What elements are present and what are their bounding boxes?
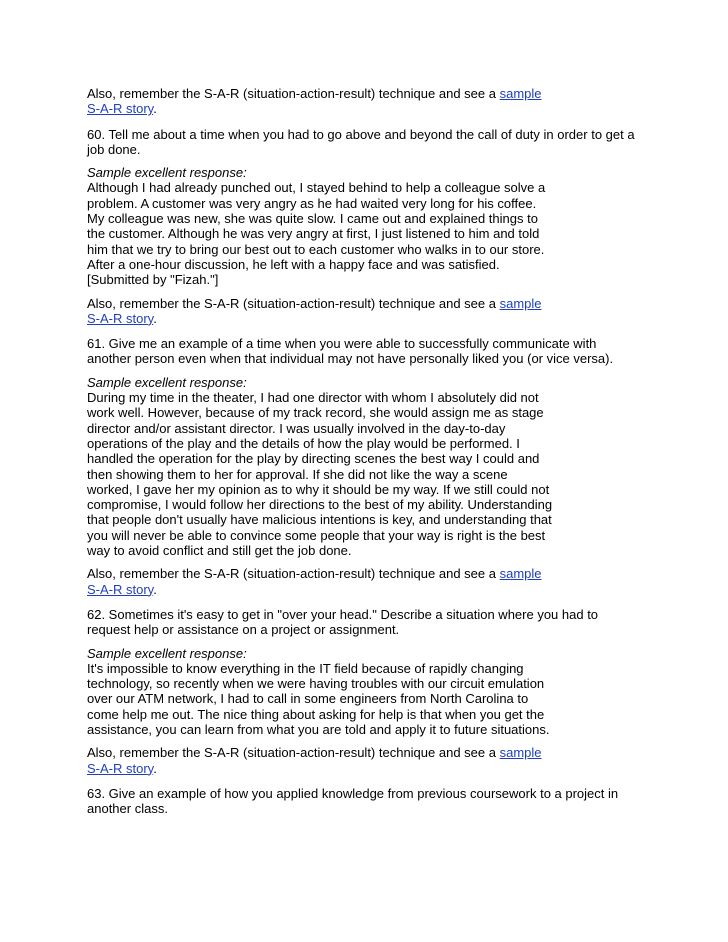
response-line: My colleague was new, she was quite slow. I came out and explained things to — [87, 211, 538, 227]
sar-tail: . — [153, 581, 157, 597]
response-line: problem. A customer was very angry as he had waited very long for his coffee. — [87, 195, 537, 211]
sar-tail: . — [153, 101, 157, 117]
response-line: compromise, I would follow her directions to the best of my ability. Understanding — [87, 497, 553, 513]
sar-story-link[interactable]: S-A-R story — [87, 101, 154, 117]
response-line: operations of the play and the details of how the play would be performed. I — [87, 435, 520, 451]
sar-reminder — [87, 86, 557, 117]
sar-text: Also, remember the S-A-R (situation-action-result) technique and see a — [87, 566, 500, 582]
question-text: 62. Sometimes it's easy to get in "over your head." Describe a situation where you had to — [87, 606, 599, 622]
sample-link[interactable]: sample — [499, 86, 542, 101]
response-label: Sample excellent response: — [87, 645, 247, 661]
response-line: [Submitted by "Fizah."] — [87, 272, 219, 288]
response-line: you will never be able to convince some people that your way is right is the best — [87, 527, 546, 543]
sample-response-61 — [87, 375, 557, 559]
sar-reminder — [87, 745, 557, 776]
sar-tail: . — [153, 760, 157, 776]
sample-response-62 — [87, 646, 557, 738]
question-text: another person even when that individual may not have personally liked you (or vice versa). — [87, 351, 614, 367]
response-line: him that we try to bring our best out to each customer who walks in to our store. — [87, 241, 545, 257]
response-line: then showing them to her for approval. If she did not like the way a scene — [87, 466, 508, 482]
sample-response-60 — [87, 165, 557, 287]
sar-text: Also, remember the S-A-R (situation-action-result) technique and see a — [87, 295, 500, 311]
response-line: worked, I gave her my opinion as to why it should be my way. If we still could not — [87, 481, 550, 497]
question-60 — [87, 127, 643, 158]
response-line: handled the operation for the play by directing scenes the best way I could and — [87, 451, 540, 467]
sar-text: Also, remember the S-A-R (situation-action-result) technique and see a — [87, 86, 500, 101]
response-line: technology, so recently when we were having troubles with our circuit emulation — [87, 676, 545, 692]
response-line: work well. However, because of my track record, she would assign me as stage — [87, 405, 544, 421]
question-text: request help or assistance on a project or assignment. — [87, 622, 400, 638]
question-61 — [87, 336, 643, 367]
sar-story-link[interactable]: S-A-R story — [87, 581, 154, 597]
sample-link[interactable]: sample — [499, 745, 542, 761]
question-63 — [87, 786, 643, 817]
response-line: director and/or assistant director. I was usually involved in the day-to-day — [87, 420, 506, 436]
sar-story-link[interactable]: S-A-R story — [87, 310, 154, 326]
response-line: way to avoid conflict and still get the job done. — [87, 543, 352, 559]
response-label: Sample excellent response: — [87, 165, 247, 181]
sar-story-link[interactable]: S-A-R story — [87, 760, 154, 776]
response-line: Although I had already punched out, I stayed behind to help a colleague solve a — [87, 180, 546, 196]
question-62 — [87, 607, 643, 638]
question-text: another class. — [87, 801, 168, 817]
response-line: over our ATM network, I had to call in some engineers from North Carolina to — [87, 691, 529, 707]
response-line: It's impossible to know everything in the IT field because of rapidly changing — [87, 660, 524, 676]
question-text: 63. Give an example of how you applied knowledge from previous coursework to a project in — [87, 785, 619, 801]
response-line: come help me out. The nice thing about asking for help is that when you get the — [87, 706, 545, 722]
response-line: After a one-hour discussion, he left with a happy face and was satisfied. — [87, 256, 500, 272]
response-label: Sample excellent response: — [87, 374, 247, 390]
sar-reminder — [87, 296, 557, 327]
sample-link[interactable]: sample — [499, 566, 542, 582]
question-text: 60. Tell me about a time when you had to go above and beyond the call of duty in order to get a — [87, 126, 635, 142]
sar-text: Also, remember the S-A-R (situation-action-result) technique and see a — [87, 745, 500, 761]
response-line: the customer. Although he was very angry at first, I just listened to him and told — [87, 226, 540, 242]
response-line: During my time in the theater, I had one director with whom I absolutely did not — [87, 390, 539, 406]
question-text: 61. Give me an example of a time when you were able to successfully communicate with — [87, 336, 597, 352]
response-line: assistance, you can learn from what you are told and apply it to future situations. — [87, 721, 550, 737]
response-line: that people don't usually have malicious intentions is key, and understanding that — [87, 512, 552, 528]
sar-reminder — [87, 566, 557, 597]
sample-link[interactable]: sample — [499, 295, 542, 311]
question-text: job done. — [87, 141, 141, 157]
sar-tail: . — [153, 310, 157, 326]
